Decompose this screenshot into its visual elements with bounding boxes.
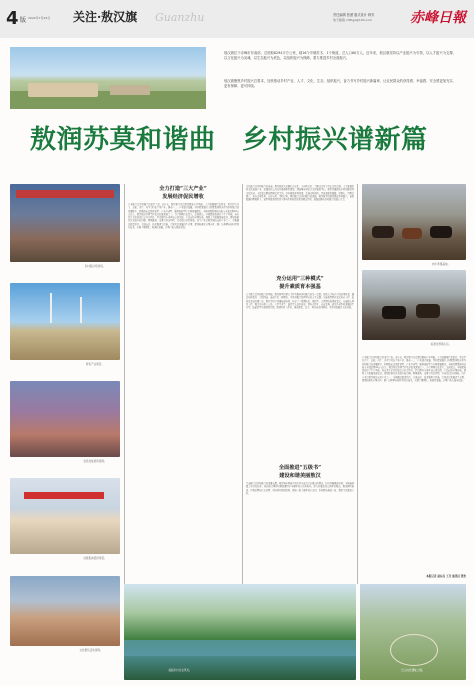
article-3-title-1: 全面推进“五级书” [278,465,322,471]
article-1-title-2: 发展经济促民增收 [162,194,204,200]
caption-7: 标准化养殖小区。 [430,343,452,346]
issue-date: 2022年7月26日 [28,16,51,20]
intro-photo [10,47,206,109]
photo-cattle-farm [362,184,466,260]
section-title: 关注·敖汉旗 [73,10,138,24]
photo-training-class [10,184,120,262]
article-1-title-1: 全力打造“三大产业” [159,186,207,192]
article-3-body: 生态振兴是乡村振兴的重要支撑。敖汉旗牢固树立绿水青山就是金山银山的理念，持续开展植树造林，全旗森林覆盖率持续提升，曾获联合国环境规划署授予全球环境五百佳称号。深入开展农村人居环境整治，推进厕所革命、垃圾治理和污水治理，村容村貌明显改善，建成一批美丽乡村示范村，乡村面貌焕然一新，群众生活更加美好。 [246,482,354,495]
caption-6: 肉牛养殖基地。 [431,263,451,266]
section-title-en: Guanzhu [155,11,205,24]
caption-9: 红山文化遗址公园。 [401,669,425,672]
article-1-continued: 产业振兴是乡村振兴的重中之重。近年来，敖汉旗立足资源禀赋和产业基础，大力发展现代农牧业，着力打造谷子、杂粮、肉牛、肉羊等特色主导产业，推动一二三产业融合发展。坚持把发展壮大村级集体经济作为乡村振兴的重要抓手，积极探索资源开发型、产业带动型、服务创收型等多种发展模式，全旗村级集体经济收入全部达到10万元以上。敖汉旗是世界旱作农业的发源地之一，谷子种植历史悠久，品质优良。全旗建成优质谷子生产基地，培育龙头企业和农民专业合作社，打造敖汉小米区域公用品牌，产品远销全国各地。同时大力发展设施农业，建设标准化日光温室和冷棚，种植蔬菜、瓜果等经济作物，带动农民持续增收。肉牛产业是敖汉旗的支柱产业之一，全旗通过政策扶持、金融支持、技术服务等措施，引导农民发展肉牛养殖，建设标准化养殖小区，推广良种繁育和科学饲养技术，实现了规模化、标准化发展，养殖户收入稳步提高。 [362,356,466,383]
caption-3: 农民技能培训现场。 [83,460,107,463]
photo-landscape [124,584,356,680]
photo-heritage-park [360,584,466,680]
article-4-body: 文化振兴是乡村振兴的灵魂。敖汉旗深入挖掘红山文化、小河西文化、兴隆洼文化等历史文化资源，大力发展乡村文化旅游产业。加强农村公共文化服务体系建设，建成嘎查村综合文化服务中心，组织开展形式多样的群众性文化活动，丰富农民群众精神文化生活。持续推进移风易俗，弘扬文明新风，评选表彰好婆婆、好媳妇、星级文明户，培育文明乡风、良好家风、淳朴民风。组织振兴是乡村振兴的保障，敖汉旗坚持抓党建促乡村振兴，选优配强村两委班子，发挥基层党组织战斗堡垒作用和党员先锋模范作用，凝聚起推动乡村振兴的强大合力。 [246,185,354,202]
caption-4: 村级集体经济项目。 [83,557,107,560]
column-rule-2 [242,184,243,584]
byline: 本报记者 赵东亮 王丹 通讯员 张智 [426,575,466,578]
column-rule-3 [357,184,358,584]
caption-8: 美丽乡村生态风光。 [168,669,192,672]
page-header [0,0,474,38]
column-rule-1 [124,184,125,584]
photo-collective-economy [10,478,120,554]
main-headline: 敖润苏莫和谐曲 乡村振兴谱新篇 [30,125,428,155]
contact-line: 电子邮箱 chfbgs@163.com [333,18,373,22]
page-label: 版 [20,17,27,24]
article-1-body: 产业振兴是乡村振兴的重中之重。近年来，敖汉旗立足资源禀赋和产业基础，大力发展现代农牧业，着力打造谷子、杂粮、肉牛、肉羊等特色主导产业，推动一二三产业融合发展。坚持把发展壮大村级集体经济作为乡村振兴的重要抓手，积极探索资源开发型、产业带动型、服务创收型等多种发展模式，全旗村级集体经济收入全部达到10万元以上。敖汉旗是世界旱作农业的发源地之一，谷子种植历史悠久，品质优良。全旗建成优质谷子生产基地，培育龙头企业和农民专业合作社，打造敖汉小米区域公用品牌，产品远销全国各地。同时大力发展设施农业，建设标准化日光温室和冷棚，种植蔬菜、瓜果等经济作物，带动农民持续增收。肉牛产业是敖汉旗的支柱产业之一，全旗通过政策扶持、金融支持、技术服务等措施，引导农民发展肉牛养殖，建设标准化养殖小区，推广良种繁育和科学饲养技术，实现了规模化、标准化发展，养殖户收入稳步提高。 [128,203,239,230]
article-2-title-2: 提升素质育本强基 [279,284,321,290]
caption-1: 乡村振兴培训班。 [84,265,106,268]
page-number: 4 [6,8,19,29]
intro-block [10,45,462,111]
brand-logo: 赤峰日報 [410,10,466,26]
article-3-title-2: 建设和谐美丽敖汉 [279,473,321,479]
photo-culture-event [10,576,120,646]
photo-industry-project [10,283,120,360]
article-2-body: 人才振兴是乡村振兴的基础。敖汉旗坚持把人才作为推动乡村振兴的第一资源，创新人才培养引进使用机制，通过培训提升、引进回流、选派下沉三种模式，为乡村振兴提供坚实的人才支撑。实施新型职业农民培育工程，依托农业技术推广站、职业学校等开展技能培训，培养了一批懂技术、善经营、会管理的高素质农民。实施能人回乡工程，吸引外出务工人员、大学毕业生、退役军人返乡创业，领办合作社、家庭农场，成为带动乡村发展的生力军。选派优秀干部到村任职，组建驻村工作队，推动政策、资金、项目向农村倾斜，为乡村发展注入新动能。 [246,293,354,310]
editor-line: 责任编辑 张薇 版式设计 韩芳 [333,13,375,17]
article-2-title-1: 充分运用“三种模式” [276,276,324,282]
caption-5: 文化惠民活动现场。 [79,649,103,652]
photo-skills-training [10,381,120,457]
intro-paragraph-1: 敖汉旗位于赤峰市东南部，总面积8294平方公里，辖16个乡镇苏木、1个街道，总人口60万人。近年来，敖汉旗坚持以产业振兴为引领，以人才振兴为支撑，以文化振兴为灵魂，以生态振兴为底色，以组织振兴为保障，着力推进乡村全面振兴。 [224,51,456,61]
photo-breeding-area [362,270,466,340]
caption-2: 特色产业项目。 [85,363,105,366]
intro-paragraph-2: 敖汉旗聚焦乡村振兴总要求，加快推动乡村产业、人才、文化、生态、组织振兴，奋力书写乡村振兴新篇章，让农民群众的获得感、幸福感、安全感更加充实、更有保障、更可持续。 [224,79,456,89]
